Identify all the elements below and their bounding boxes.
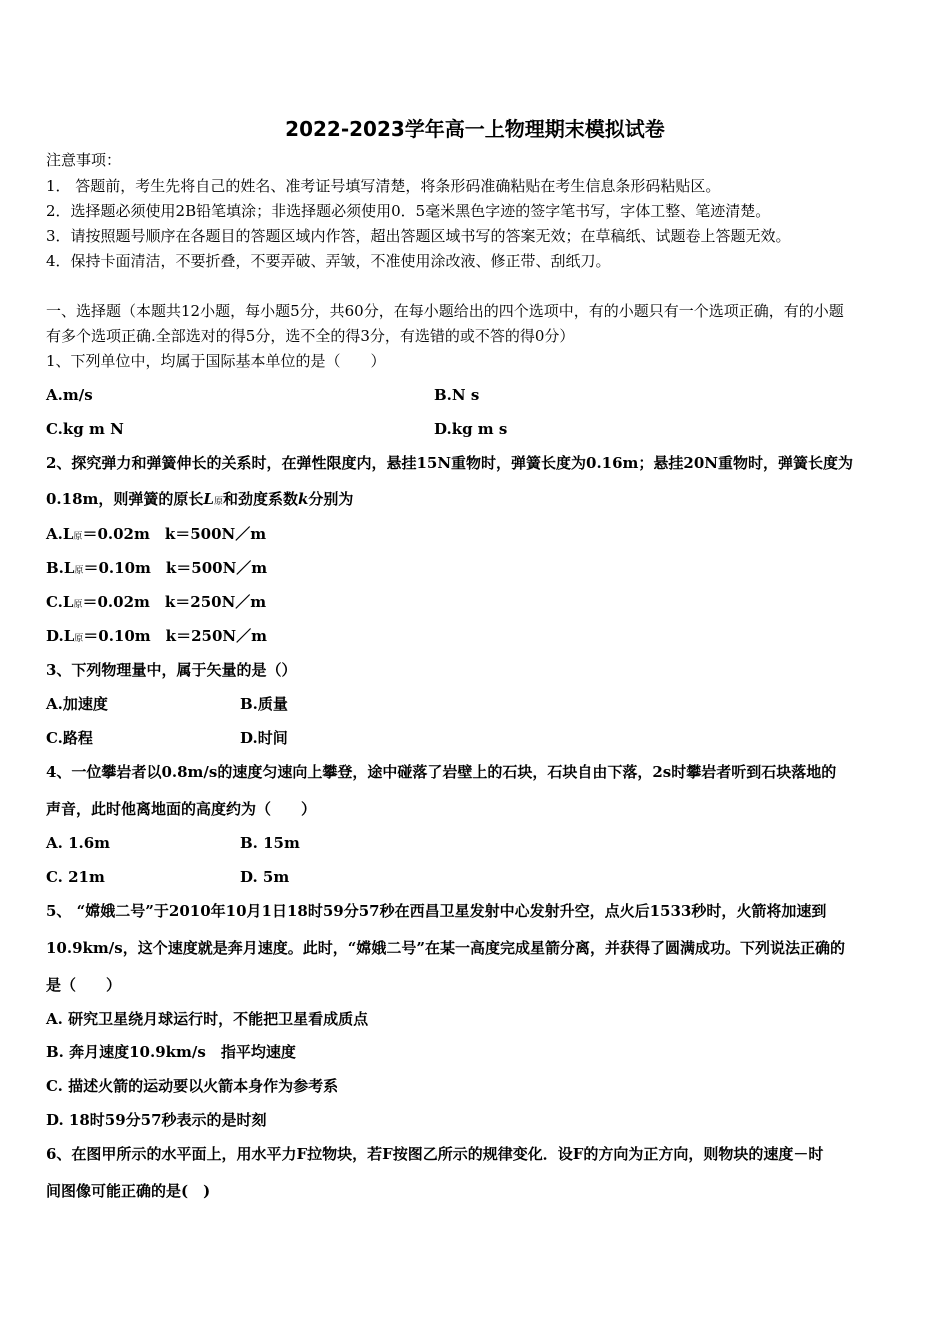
q1-option-a: A.m/s xyxy=(46,386,93,404)
q3-stem: 3、下列物理量中，属于矢量的是（） xyxy=(46,661,297,679)
q1-option-d: D.kg m s xyxy=(434,420,508,438)
q5-option-d: D. 18时59分57秒表示的是时刻 xyxy=(46,1111,267,1129)
q2-option-b: B.L原＝0.10m k＝500N／m xyxy=(46,559,268,577)
q2-option-a: A.L原＝0.02m k＝500N／m xyxy=(46,525,267,543)
q4-stem-line-1: 4、一位攀岩者以0.8m/s的速度匀速向上攀登，途中碰落了岩壁上的石块，石块自由下落，2s时攀岩者听到石块落地的 xyxy=(46,763,837,781)
q4-option-c: C. 21m xyxy=(46,868,105,886)
q4-stem-line-2: 声音，此时他离地面的高度约为（ ） xyxy=(46,800,317,818)
q2-option-c: C.L原＝0.02m k＝250N／m xyxy=(46,593,267,611)
notice-heading: 注意事项： xyxy=(46,151,122,169)
q1-option-c: C.kg m N xyxy=(46,420,124,438)
q5-option-c: C. 描述火箭的运动要以火箭本身作为参考系 xyxy=(46,1077,339,1095)
q5-option-a: A. 研究卫星绕月球运行时，不能把卫星看成质点 xyxy=(46,1010,369,1028)
q3-option-a: A.加速度 xyxy=(46,695,108,713)
q3-option-c: C.路程 xyxy=(46,729,93,747)
q1-stem: 1、下列单位中，均属于国际基本单位的是（ ） xyxy=(46,352,386,370)
q2-stem-line-1: 2、探究弹力和弹簧伸长的关系时，在弹性限度内，悬挂15N重物时，弹簧长度为0.16m；悬挂20N重物时，弹簧长度为 xyxy=(46,454,854,472)
q4-option-d: D. 5m xyxy=(240,868,290,886)
notice-item-2: 2．选择题必须使用2B铅笔填涂；非选择题必须使用0．5毫米黑色字迹的签字笔书写，字体工整、笔迹清楚。 xyxy=(46,202,771,220)
q5-stem-line-3: 是（ ） xyxy=(46,976,122,994)
notice-item-4: 4．保持卡面清洁，不要折叠，不要弄破、弄皱，不准使用涂改液、修正带、刮纸刀。 xyxy=(46,252,611,270)
section-heading-line-2: 有多个选项正确.全部选对的得5分，选不全的得3分，有选错的或不答的得0分） xyxy=(46,327,575,345)
notice-item-1: 1． 答题前，考生先将自己的姓名、准考证号填写清楚，将条形码准确粘贴在考生信息条形码粘贴区。 xyxy=(46,177,721,195)
q4-option-a: A. 1.6m xyxy=(46,834,111,852)
q2-option-d: D.L原＝0.10m k＝250N／m xyxy=(46,627,267,645)
q5-stem-line-1: 5、 “嫦娥二号”于2010年10月1日18时59分57秒在西昌卫星发射中心发射升空，点火后1533秒时，火箭将加速到 xyxy=(46,902,827,920)
q5-stem-line-2: 10.9km/s，这个速度就是奔月速度。此时，“嫦娥二号”在某一高度完成星箭分离，并获得了圆满成功。下列说法正确的 xyxy=(46,939,845,957)
q2-stem-line-2: 0.18m，则弹簧的原长L原和劲度系数k分别为 xyxy=(46,490,354,508)
q4-option-b: B. 15m xyxy=(240,834,300,852)
q6-stem-line-2: 间图像可能正确的是( ) xyxy=(46,1182,211,1200)
q5-option-b: B. 奔月速度10.9km/s 指平均速度 xyxy=(46,1043,296,1061)
section-heading-line-1: 一、选择题（本题共12小题，每小题5分，共60分，在每小题给出的四个选项中，有的小题只有一个选项正确，有的小题 xyxy=(46,302,844,320)
q3-option-b: B.质量 xyxy=(240,695,288,713)
q6-stem-line-1: 6、在图甲所示的水平面上，用水平力F拉物块，若F按图乙所示的规律变化．设F的方向为正方向，则物块的速度－时 xyxy=(46,1145,824,1163)
q1-option-b: B.N s xyxy=(434,386,480,404)
page-title: 2022-2023学年高一上物理期末模拟试卷 xyxy=(285,117,665,141)
q3-option-d: D.时间 xyxy=(240,729,288,747)
notice-item-3: 3．请按照题号顺序在各题目的答题区域内作答，超出答题区域书写的答案无效；在草稿纸、试题卷上答题无效。 xyxy=(46,227,791,245)
